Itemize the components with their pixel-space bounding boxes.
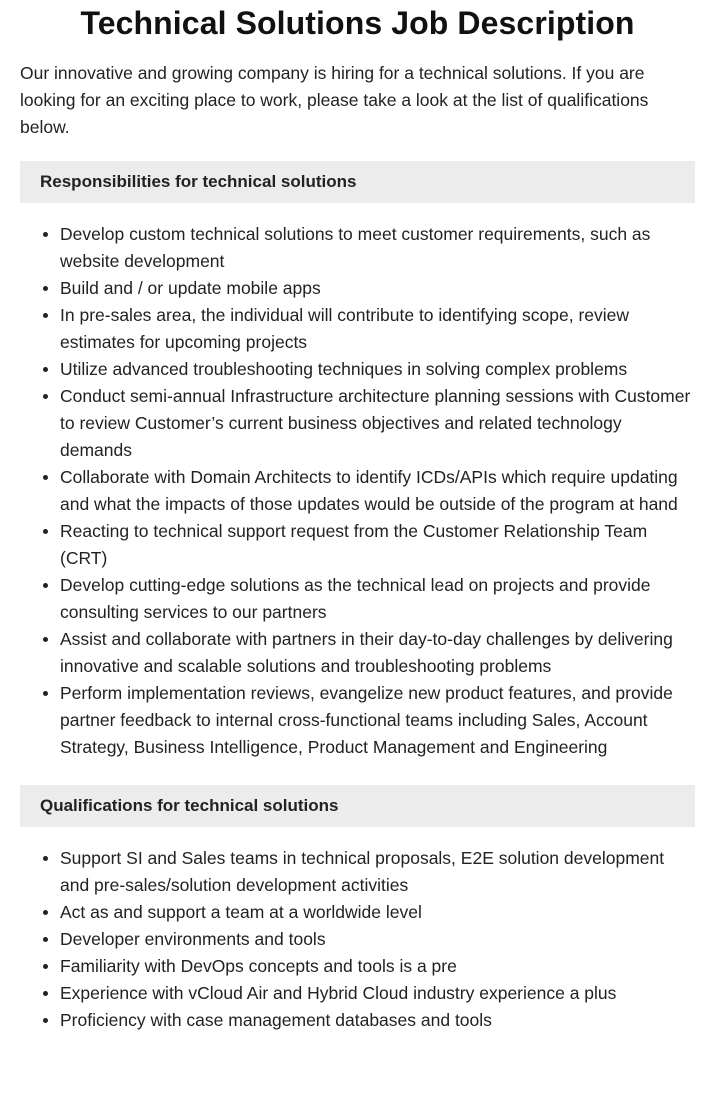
page-title: Technical Solutions Job Description — [80, 5, 635, 41]
list-item — [20, 383, 695, 464]
list-item — [20, 899, 695, 926]
list-item — [20, 626, 695, 680]
bullet-icon — [43, 286, 48, 291]
bullet-icon — [43, 475, 48, 480]
list-item-text: Perform implementation reviews, evangelize new product features, and provide partner feedback to internal cross-functional teams including Sales, Account Strategy, Business Intelligence, Product Management and Engineering — [60, 683, 673, 757]
list-item — [20, 680, 695, 761]
list-item-text: Develop cutting-edge solutions as the technical lead on projects and provide consulting services to our partners — [60, 575, 651, 622]
qualifications-list — [20, 845, 695, 1034]
responsibilities-list — [20, 221, 695, 761]
list-item-text: Develop custom technical solutions to meet customer requirements, such as website development — [60, 224, 651, 271]
bullet-icon — [43, 367, 48, 372]
list-item — [20, 356, 695, 383]
list-item-text: Experience with vCloud Air and Hybrid Cloud industry experience a plus — [60, 983, 617, 1003]
list-item-text: Reacting to technical support request from the Customer Relationship Team (CRT) — [60, 521, 648, 568]
bullet-icon — [43, 856, 48, 861]
bullet-icon — [43, 1018, 48, 1023]
bullet-icon — [43, 937, 48, 942]
list-item — [20, 845, 695, 899]
bullet-icon — [43, 964, 48, 969]
responsibilities-heading: Responsibilities for technical solutions — [20, 161, 695, 203]
bullet-icon — [43, 583, 48, 588]
list-item-text: Developer environments and tools — [60, 929, 326, 949]
qualifications-heading: Qualifications for technical solutions — [20, 785, 695, 827]
bullet-icon — [43, 313, 48, 318]
list-item — [20, 572, 695, 626]
intro-paragraph: Our innovative and growing company is hiring for a technical solutions. If you are looking for an exciting place to work, please take a look at the list of qualifications below. — [20, 63, 649, 137]
list-item-text: Proficiency with case management databases and tools — [60, 1010, 492, 1030]
bullet-icon — [43, 991, 48, 996]
list-item — [20, 953, 695, 980]
list-item-text: Assist and collaborate with partners in their day-to-day challenges by delivering innovative and scalable solutions and troubleshooting problems — [60, 629, 673, 676]
list-item-text: Familiarity with DevOps concepts and tools is a pre — [60, 956, 457, 976]
list-item-text: Collaborate with Domain Architects to identify ICDs/APIs which require updating and what the impacts of those updates would be outside of the program at hand — [60, 467, 678, 514]
bullet-icon — [43, 529, 48, 534]
list-item — [20, 302, 695, 356]
list-item — [20, 1007, 695, 1034]
bullet-icon — [43, 394, 48, 399]
list-item — [20, 518, 695, 572]
list-item — [20, 275, 695, 302]
list-item-text: In pre-sales area, the individual will contribute to identifying scope, review estimates for upcoming projects — [60, 305, 630, 352]
list-item-text: Build and / or update mobile apps — [60, 278, 321, 298]
list-item — [20, 464, 695, 518]
bullet-icon — [43, 691, 48, 696]
list-item-text: Act as and support a team at a worldwide level — [60, 902, 422, 922]
list-item-text: Utilize advanced troubleshooting techniques in solving complex problems — [60, 359, 628, 379]
list-item — [20, 980, 695, 1007]
bullet-icon — [43, 637, 48, 642]
list-item — [20, 926, 695, 953]
bullet-icon — [43, 910, 48, 915]
bullet-icon — [43, 232, 48, 237]
list-item-text: Conduct semi-annual Infrastructure architecture planning sessions with Customer to review Customer’s current business objectives and related technology demands — [60, 386, 691, 460]
list-item-text: Support SI and Sales teams in technical proposals, E2E solution development and pre-sales/solution development activities — [60, 848, 665, 895]
list-item — [20, 221, 695, 275]
